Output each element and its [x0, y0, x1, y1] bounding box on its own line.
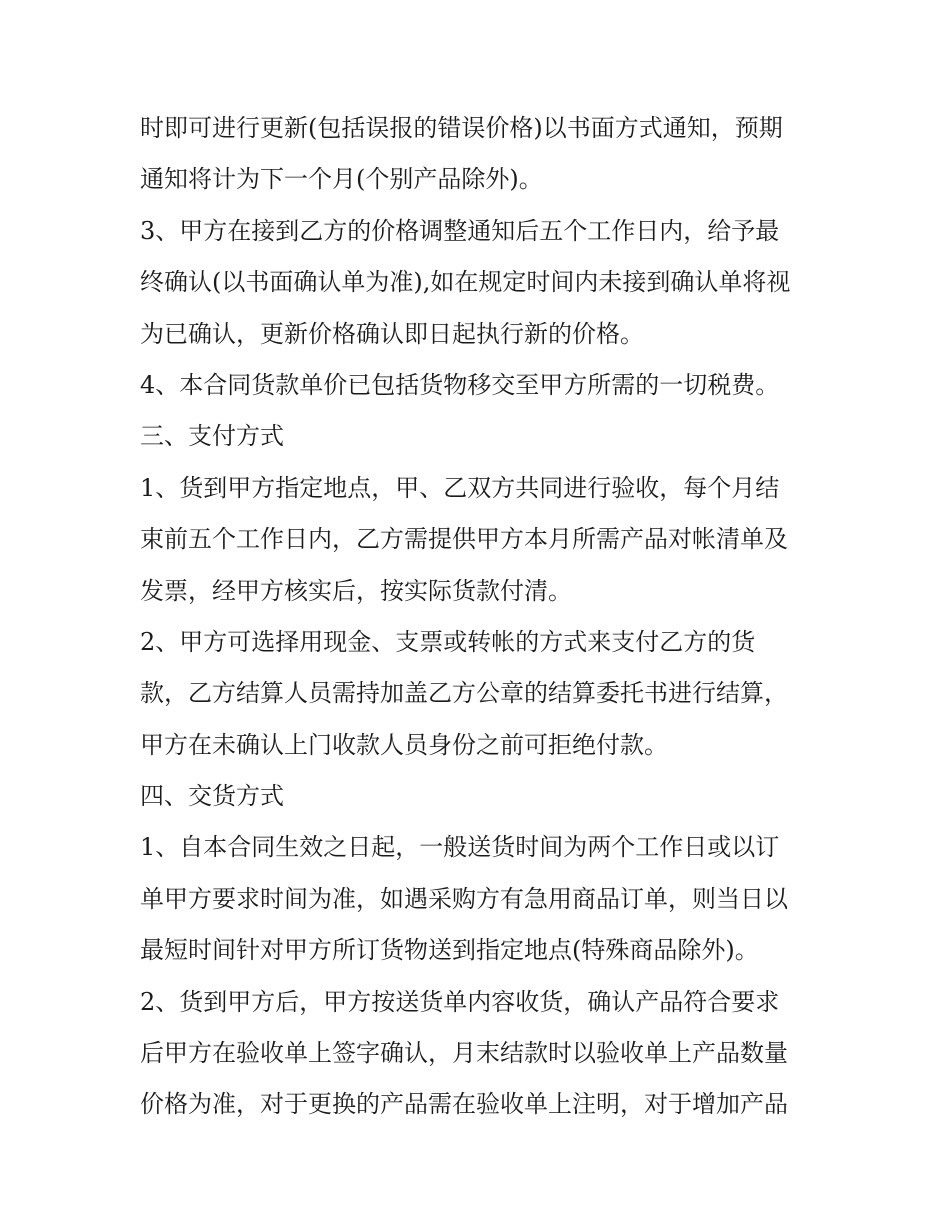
text-line: 单甲方要求时间为准，如遇采购方有急用商品订单，则当日以: [140, 884, 788, 913]
text-line: 2、货到甲方后，甲方按送货单内容收货，确认产品符合要求: [140, 987, 780, 1016]
text-line: 时即可进行更新(包括误报的错误价格)以书面方式通知，预期: [140, 114, 783, 142]
text-line: 甲方在未确认上门收款人员身份之前可拒绝付款。: [140, 730, 668, 759]
section-heading: 四、交货方式: [140, 782, 284, 811]
text-line: 款，乙方结算人员需持加盖乙方公章的结算委托书进行结算，: [140, 679, 788, 708]
text-line: 终确认(以书面确认单为准),如在规定时间内未接到确认单将视: [140, 268, 791, 297]
text-line: 3、甲方在接到乙方的价格调整通知后五个工作日内，给予最: [140, 216, 780, 245]
text-line: 后甲方在验收单上签字确认，月末结款时以验收单上产品数量: [140, 1039, 788, 1068]
section-heading: 三、支付方式: [140, 422, 284, 451]
contract-text: [140, 103, 820, 1131]
text-line: 2、甲方可选择用现金、支票或转帐的方式来支付乙方的货: [140, 627, 756, 656]
text-line: 1、货到甲方指定地点，甲、乙双方共同进行验收，每个月结: [140, 473, 780, 502]
text-line: 最短时间针对甲方所订货物送到指定地点(特殊商品除外)。: [140, 936, 759, 965]
text-line: 束前五个工作日内，乙方需提供甲方本月所需产品对帐清单及: [140, 525, 788, 554]
text-line: 通知将计为下一个月(个别产品除外)。: [140, 165, 543, 194]
text-line: 4、本合同货款单价已包括货物移交至甲方所需的一切税费。: [140, 370, 780, 399]
text-line: 发票，经甲方核实后，按实际货款付清。: [140, 576, 572, 605]
text-line: 为已确认，更新价格确认即日起执行新的价格。: [140, 319, 644, 348]
text-line: 1、自本合同生效之日起，一般送货时间为两个工作日或以订: [140, 833, 780, 862]
text-line: 价格为准，对于更换的产品需在验收单上注明，对于增加产品: [140, 1090, 788, 1119]
